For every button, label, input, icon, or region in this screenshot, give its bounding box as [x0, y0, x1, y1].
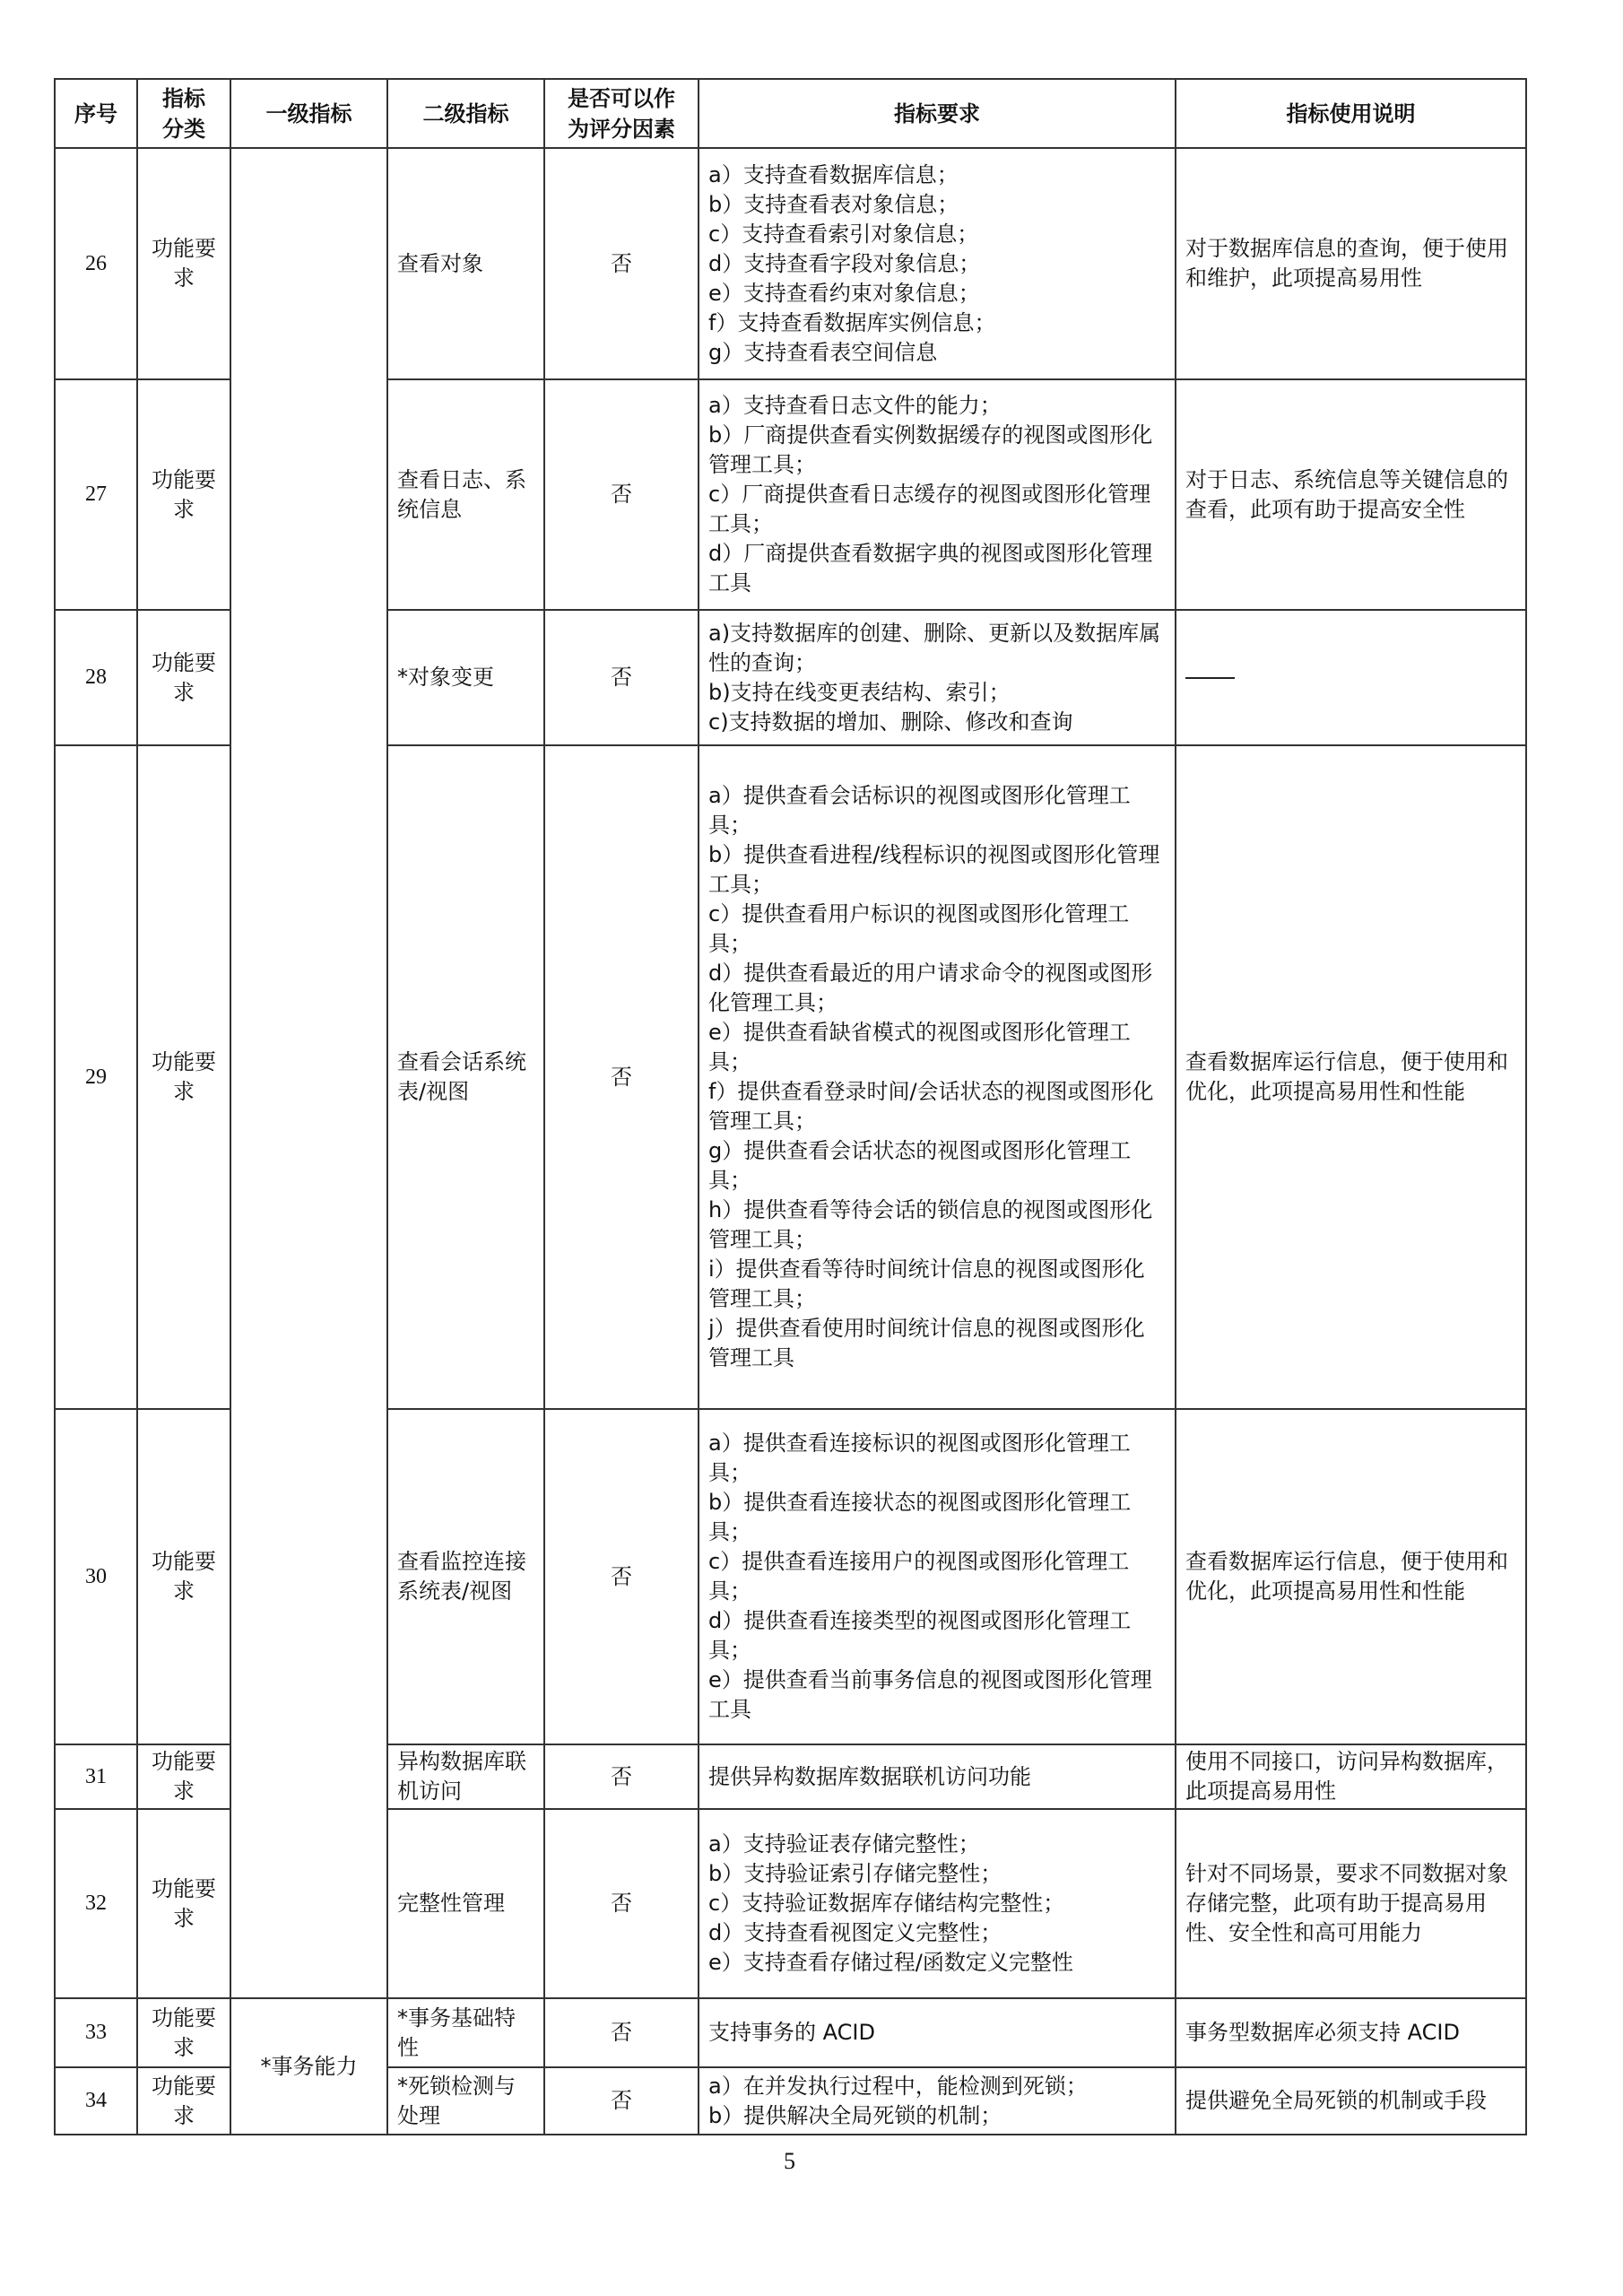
header-level1: 一级指标 [230, 79, 387, 148]
row-seq: 33 [55, 1998, 137, 2067]
row-scoring: 否 [544, 610, 699, 745]
row-category: 功能要求 [137, 1809, 230, 1998]
page-number: 5 [784, 2148, 795, 2174]
table-body [55, 148, 1526, 2135]
row-level1 [230, 148, 387, 1998]
requirement-item: e）支持查看约束对象信息； [708, 280, 980, 306]
row-note: 使用不同接口，访问异构数据库，此项提高易用性 [1176, 1744, 1526, 1809]
requirement-item: c）提供查看用户标识的视图或图形化管理工具； [708, 901, 1130, 956]
row-level2: 完整性管理 [387, 1809, 544, 1998]
row-note [1176, 610, 1526, 745]
requirement-item: a）支持验证表存储完整性； [708, 1831, 980, 1857]
row-level2: 查看对象 [387, 148, 544, 379]
row-note: 针对不同场景，要求不同数据对象存储完整，此项有助于提高易用性、安全性和高可用能力 [1176, 1809, 1526, 1998]
row-requirements [699, 610, 1176, 745]
requirement-item: d）支持查看视图定义完整性； [708, 1920, 1002, 1945]
row-category: 功能要求 [137, 1409, 230, 1744]
row-category: 功能要求 [137, 148, 230, 379]
row-category: 功能要求 [137, 745, 230, 1409]
row-note: 对于日志、系统信息等关键信息的查看，此项有助于提高安全性 [1176, 379, 1526, 610]
row-requirements [699, 1809, 1176, 1998]
header-row [55, 79, 1526, 148]
row-category: 功能要求 [137, 1998, 230, 2067]
row-scoring: 否 [544, 745, 699, 1409]
row-level2: 查看日志、系统信息 [387, 379, 544, 610]
row-scoring: 否 [544, 379, 699, 610]
requirement-item: f）提供查看登录时间/会话状态的视图或图形化管理工具； [708, 1079, 1154, 1134]
header-seq: 序号 [55, 79, 137, 148]
requirement-item: d）提供查看连接类型的视图或图形化管理工具； [708, 1608, 1132, 1663]
header-requirement: 指标要求 [699, 79, 1176, 148]
row-requirements [699, 1998, 1176, 2067]
row-level2: *对象变更 [387, 610, 544, 745]
row-level2: 查看监控连接系统表/视图 [387, 1409, 544, 1744]
requirement-item: c）支持验证数据库存储结构完整性； [708, 1891, 1065, 1916]
requirement-item: c)支持数据的增加、删除、修改和查询 [708, 709, 1073, 735]
row-requirements [699, 745, 1176, 1409]
requirement-item: a）提供查看连接标识的视图或图形化管理工具； [708, 1431, 1131, 1485]
requirement-item: c）厂商提供查看日志缓存的视图或图形化管理工具； [708, 482, 1151, 536]
row-category: 功能要求 [137, 379, 230, 610]
row-scoring: 否 [544, 1998, 699, 2067]
row-requirements [699, 1744, 1176, 1809]
row-scoring: 否 [544, 2067, 699, 2135]
requirement-item: g）提供查看会话状态的视图或图形化管理工具； [708, 1138, 1132, 1193]
requirement-item: a）支持查看日志文件的能力； [708, 393, 1002, 418]
requirement-item: e）提供查看当前事务信息的视图或图形化管理工具 [708, 1667, 1152, 1722]
requirement-item: b）提供查看连接状态的视图或图形化管理工具； [708, 1490, 1132, 1544]
row-scoring: 否 [544, 1809, 699, 1998]
row-category: 功能要求 [137, 1744, 230, 1809]
requirement-item: b）厂商提供查看实例数据缓存的视图或图形化管理工具； [708, 422, 1153, 477]
requirement-item: b）提供解决全局死锁的机制； [708, 2102, 1002, 2128]
row-category: 功能要求 [137, 610, 230, 745]
requirement-item: a）在并发执行过程中，能检测到死锁； [708, 2073, 1088, 2099]
row-requirements [699, 379, 1176, 610]
header-note: 指标使用说明 [1176, 79, 1526, 148]
em-dash-placeholder [1185, 677, 1235, 679]
row-note: 查看数据库运行信息，便于使用和优化，此项提高易用性和性能 [1176, 1409, 1526, 1744]
row-note: 事务型数据库必须支持 ACID [1176, 1998, 1526, 2067]
requirement-item: j）提供查看使用时间统计信息的视图或图形化管理工具 [708, 1316, 1145, 1370]
row-requirements [699, 148, 1176, 379]
requirement-item: d）提供查看最近的用户请求命令的视图或图形化管理工具； [708, 961, 1153, 1015]
row-seq: 30 [55, 1409, 137, 1744]
row-level2: *事务基础特性 [387, 1998, 544, 2067]
row-note: 提供避免全局死锁的机制或手段 [1176, 2067, 1526, 2135]
row-note: 对于数据库信息的查询，便于使用和维护，此项提高易用性 [1176, 148, 1526, 379]
requirement-item: a）支持查看数据库信息； [708, 161, 959, 187]
requirement-item: 提供异构数据库数据联机访问功能 [708, 1763, 1031, 1789]
header-scoring: 是否可以作为评分因素 [544, 79, 699, 148]
row-scoring: 否 [544, 1744, 699, 1809]
row-seq: 27 [55, 379, 137, 610]
requirement-item: d）支持查看字段对象信息； [708, 250, 981, 276]
row-seq: 34 [55, 2067, 137, 2135]
requirement-item: e）支持查看存储过程/函数定义完整性 [708, 1950, 1073, 1975]
row-seq: 32 [55, 1809, 137, 1998]
requirement-item: b）支持验证索引存储完整性； [708, 1861, 1002, 1886]
header-level2: 二级指标 [387, 79, 544, 148]
indicator-table [54, 78, 1527, 2135]
requirement-item: d）厂商提供查看数据字典的视图或图形化管理工具 [708, 541, 1153, 596]
requirement-item: e）提供查看缺省模式的视图或图形化管理工具； [708, 1020, 1131, 1074]
row-requirements [699, 1409, 1176, 1744]
row-seq: 26 [55, 148, 137, 379]
requirement-item: h）提供查看等待会话的锁信息的视图或图形化管理工具； [708, 1197, 1153, 1252]
requirement-item: b）支持查看表对象信息； [708, 191, 959, 217]
table-row [55, 148, 1526, 379]
requirement-item: f）支持查看数据库实例信息； [708, 309, 996, 335]
requirement-item: c）提供查看连接用户的视图或图形化管理工具； [708, 1549, 1130, 1604]
row-category: 功能要求 [137, 2067, 230, 2135]
requirement-item: g）支持查看表空间信息 [708, 339, 938, 365]
requirement-item: 支持事务的 ACID [708, 2020, 875, 2045]
row-seq: 28 [55, 610, 137, 745]
table-row [55, 1998, 1526, 2067]
row-requirements [699, 2067, 1176, 2135]
row-seq: 29 [55, 745, 137, 1409]
requirement-item: i）提供查看等待时间统计信息的视图或图形化管理工具； [708, 1257, 1145, 1311]
requirement-item: c）支持查看索引对象信息； [708, 221, 979, 247]
row-seq: 31 [55, 1744, 137, 1809]
row-level1: *事务能力 [230, 1998, 387, 2135]
row-level2: 异构数据库联机访问 [387, 1744, 544, 1809]
row-note: 查看数据库运行信息，便于使用和优化，此项提高易用性和性能 [1176, 745, 1526, 1409]
requirement-item: b)支持在线变更表结构、索引； [708, 679, 1011, 705]
row-scoring: 否 [544, 148, 699, 379]
row-scoring: 否 [544, 1409, 699, 1744]
header-category: 指标分类 [137, 79, 230, 148]
requirement-item: b）提供查看进程/线程标识的视图或图形化管理工具； [708, 842, 1160, 897]
requirement-item: a）提供查看会话标识的视图或图形化管理工具； [708, 783, 1131, 838]
row-level2: 查看会话系统表/视图 [387, 745, 544, 1409]
requirement-item: a)支持数据库的创建、删除、更新以及数据库属性的查询； [708, 620, 1161, 675]
row-level2: *死锁检测与处理 [387, 2067, 544, 2135]
